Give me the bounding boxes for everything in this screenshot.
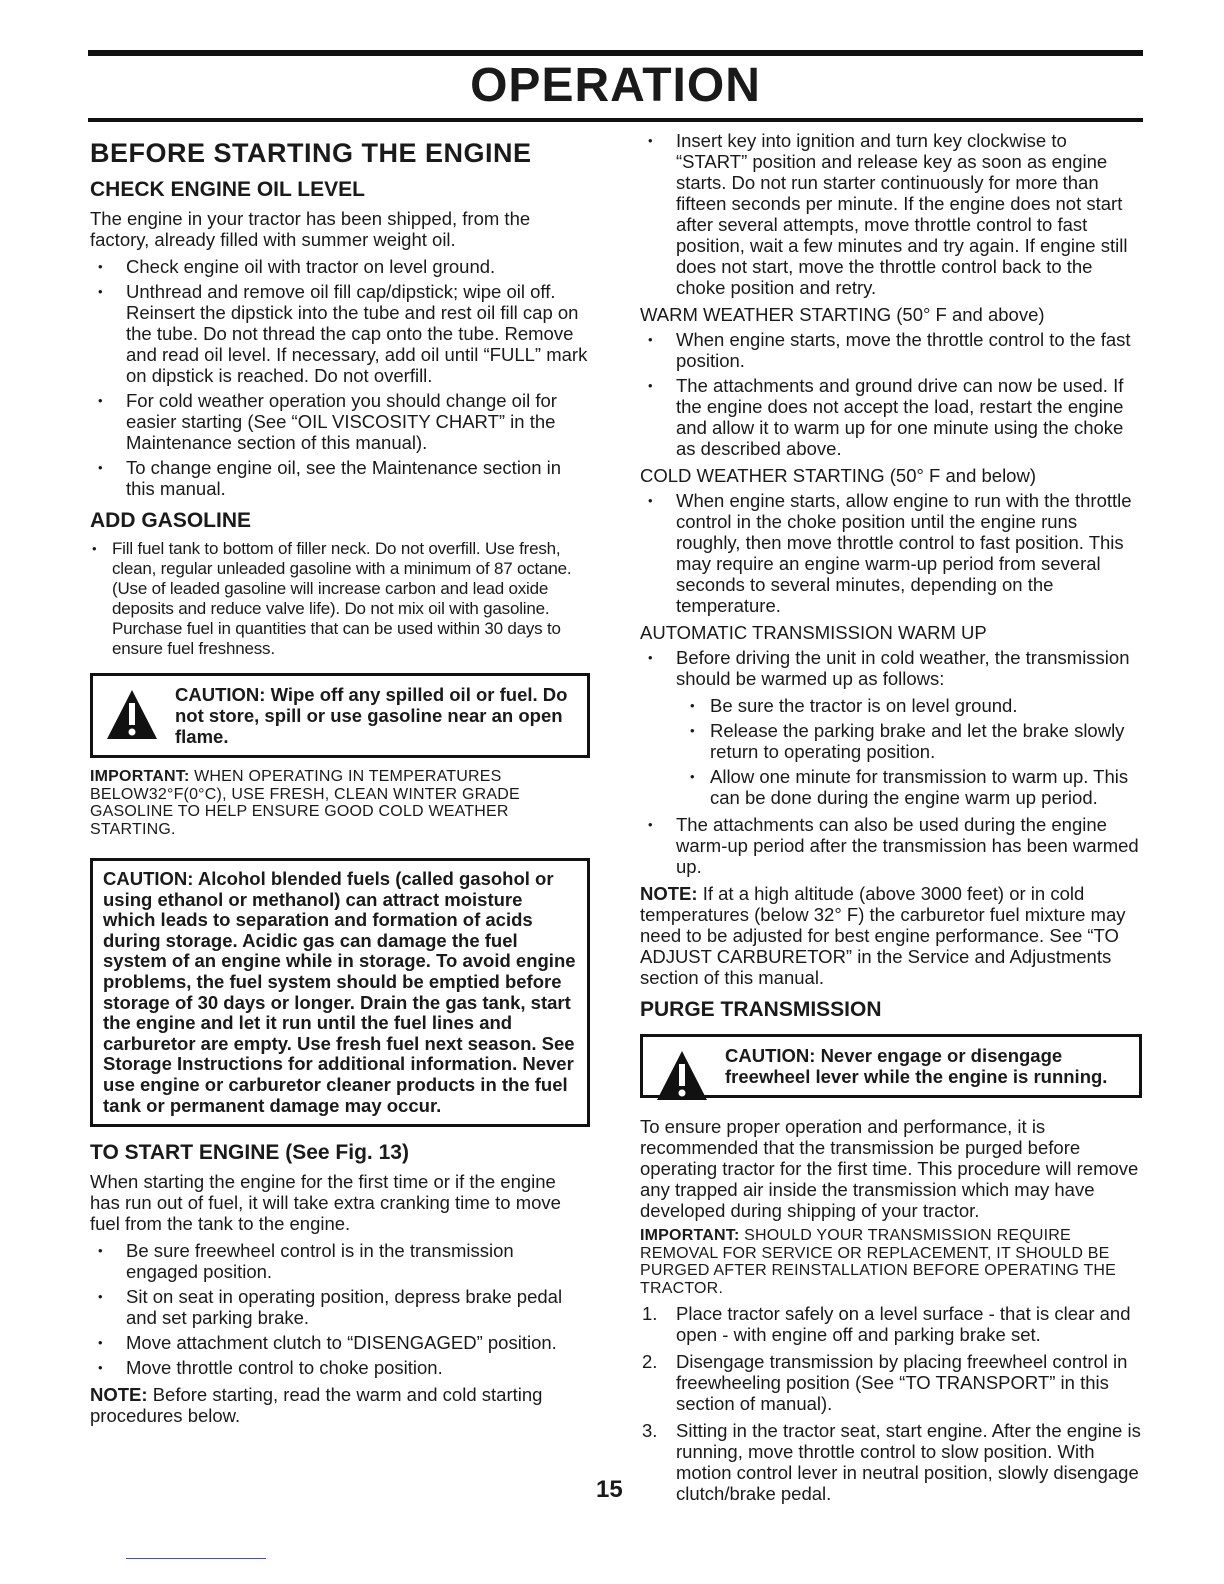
list-item: • Sit on seat in operating position, depress brake pedal and set parking brake. <box>90 1286 590 1328</box>
list-item <box>640 1420 1142 1504</box>
purge-heading: PURGE TRANSMISSION <box>640 998 882 1021</box>
cold-weather-list <box>640 490 1142 616</box>
list-item: • The attachments and ground drive can now be used. If the engine does not accept the load, restart the engine and allow it to warm up for one minute using the choke as described above. <box>640 375 1142 459</box>
cold-weather-heading: COLD WEATHER STARTING (50° F and below) <box>640 465 1036 486</box>
note-text: If at a high altitude (above 3000 feet) or in cold temperatures (below 32° F) the carburetor fuel mixture may need to be adjusted for best engine performance. See “TO ADJUST CARBURETOR” in the Service and Adjustments section of this manual. <box>640 883 1126 988</box>
note-label: NOTE: <box>640 883 698 904</box>
list-item: • Be sure the tractor is on level ground. <box>640 695 1142 716</box>
section-heading: BEFORE STARTING THE ENGINE <box>90 138 532 168</box>
important-text: SHOULD YOUR TRANSMISSION REQUIRE REMOVAL FOR SERVICE OR REPLACEMENT, IT SHOULD BE PURGED AFTER REINSTALLATION BEFORE OPERATING THE TRACTOR. <box>640 1227 1117 1297</box>
important-text: WHEN OPERATING IN TEMPERATURES BELOW32°F(0°C), USE FRESH, CLEAN WINTER GRADE GASOLINE TO HELP ENSURE GOOD COLD WEATHER STARTING. <box>90 768 520 838</box>
start-engine-list <box>90 1240 590 1378</box>
altitude-note <box>640 883 1142 988</box>
step-text: Disengage transmission by placing freewheel control in freewheeling position (See “TO TRANSPORT” in this section of manual). <box>676 1351 1128 1414</box>
check-oil-intro: The engine in your tractor has been shipped, from the factory, already filled with summer weight oil. <box>90 208 531 250</box>
step-number: 1. <box>642 1303 658 1324</box>
caution-text: CAUTION: Wipe off any spilled oil or fuel. Do not store, spill or use gasoline near an open flame. <box>175 684 568 747</box>
list-item: • Move throttle control to choke position. <box>90 1357 590 1378</box>
warning-triangle-icon <box>655 1049 709 1103</box>
note-text: Before starting, read the warm and cold starting procedures below. <box>90 1384 543 1427</box>
step-number: 3. <box>642 1420 658 1441</box>
list-item: • Be sure freewheel control is in the transmission engaged position. <box>90 1240 590 1282</box>
important-note <box>90 768 590 838</box>
list-item <box>640 1351 1142 1414</box>
important-label: IMPORTANT: <box>640 1227 740 1244</box>
add-gasoline-heading: ADD GASOLINE <box>90 509 252 532</box>
step-number: 2. <box>642 1351 658 1372</box>
check-oil-heading: CHECK ENGINE OIL LEVEL <box>90 178 365 201</box>
list-item: • To change engine oil, see the Maintenance section in this manual. <box>90 457 590 499</box>
key-list <box>640 130 1142 298</box>
purge-intro: To ensure proper operation and performance, it is recommended that the transmission be purged before operating tractor for the first time. This procedure will remove any trapped air inside the transmission which may have developed during shipping of your tractor. <box>640 1116 1139 1221</box>
step-text: Sitting in the tractor seat, start engine. After the engine is running, move throttle control to slow position. With motion control lever in neutral position, slowly disengage clutch/brake pedal. <box>676 1420 1141 1504</box>
list-item: • When engine starts, allow engine to run with the throttle control in the choke position until the engine runs roughly, then move throttle control to fast position. This may require an engine warm-up period from several seconds to several minutes, depending on the temperature. <box>640 490 1142 616</box>
auto-transmission-list <box>640 647 1142 689</box>
caution-box-freewheel <box>640 1034 1142 1098</box>
list-item: • Release the parking brake and let the brake slowly return to operating position. <box>640 720 1142 762</box>
note-label: NOTE: <box>90 1384 148 1406</box>
auto-transmission-list-2 <box>640 814 1142 877</box>
warm-weather-heading: WARM WEATHER STARTING (50° F and above) <box>640 304 1045 325</box>
important-note <box>640 1227 1142 1297</box>
add-gasoline-list <box>90 539 590 659</box>
warm-weather-list <box>640 329 1142 459</box>
caution-box-alcohol-fuels: CAUTION: Alcohol blended fuels (called gasohol or using ethanol or methanol) can attract moisture which leads to separation and formation of acids during storage. Acidic gas can damage the fuel system of an engine while in storage. To avoid engine problems, the fuel system should be emptied before storage of 30 days or longer. Drain the gas tank, start the engine and let it run until the fuel lines and carburetor are empty. Use fresh fuel next season. See Storage Instructions for additional information. Never use engine or carburetor cleaner products in the fuel tank or permanent damage may occur. <box>90 858 590 1127</box>
important-label: IMPORTANT: <box>90 768 190 785</box>
page-title: OPERATION <box>470 59 761 112</box>
bottom-link-line <box>126 1558 266 1559</box>
left-column <box>90 128 590 1432</box>
warning-triangle-icon <box>105 688 159 742</box>
list-item: • Before driving the unit in cold weather, the transmission should be warmed up as follows: <box>640 647 1142 689</box>
list-item: • Unthread and remove oil fill cap/dipstick; wipe oil off. Reinsert the dipstick into the tube and rest oil fill cap on the tube. Do not thread the cap onto the tube. Remove and read oil level. If necessary, add oil until “FULL” mark on dipstick is reached. Do not overfill. <box>90 281 590 386</box>
start-engine-intro: When starting the engine for the first time or if the engine has run out of fuel, it will take extra cranking time to move fuel from the tank to the engine. <box>90 1171 561 1235</box>
list-item: • When engine starts, move the throttle control to the fast position. <box>640 329 1142 371</box>
purge-steps <box>640 1303 1142 1504</box>
list-item <box>640 1303 1142 1345</box>
list-item: • Fill fuel tank to bottom of filler neck. Do not overfill. Use fresh, clean, regular unleaded gasoline with a minimum of 87 octane. (Use of leaded gasoline will increase carbon and lead oxide deposits and reduce valve life). Do not mix oil with gasoline. Purchase fuel in quantities that can be used within 30 days to ensure fuel freshness. <box>90 539 590 659</box>
auto-transmission-sublist <box>640 695 1142 808</box>
page-number: 15 <box>596 1476 623 1503</box>
start-engine-heading: TO START ENGINE (See Fig. 13) <box>90 1141 409 1165</box>
list-item: • Move attachment clutch to “DISENGAGED” position. <box>90 1332 590 1353</box>
right-column <box>640 128 1142 1510</box>
start-note <box>90 1384 590 1426</box>
step-text: Place tractor safely on a level surface - that is clear and open - with engine off and parking brake set. <box>676 1303 1131 1345</box>
list-item: • Check engine oil with tractor on level ground. <box>90 256 590 277</box>
caution-text: CAUTION: Never engage or disengage freewheel lever while the engine is running. <box>725 1045 1108 1087</box>
top-rule <box>88 50 1143 56</box>
list-item: • The attachments can also be used during the engine warm-up period after the transmission has been warmed up. <box>640 814 1142 877</box>
list-item: • For cold weather operation you should change oil for easier starting (See “OIL VISCOSITY CHART” in the Maintenance section of this manual). <box>90 390 590 453</box>
check-oil-list <box>90 256 590 499</box>
list-item: • Allow one minute for transmission to warm up. This can be done during the engine warm up period. <box>640 766 1142 808</box>
list-item: • Insert key into ignition and turn key clockwise to “START” position and release key as soon as engine starts. Do not run starter continuously for more than fifteen seconds per minute. If the engine does not start after several attempts, move throttle control to fast position, wait a few minutes and try again. If engine still does not start, move the throttle control back to the choke position and retry. <box>640 130 1142 298</box>
auto-transmission-heading: AUTOMATIC TRANSMISSION WARM UP <box>640 622 987 643</box>
caution-box-fuel <box>90 673 590 758</box>
title-rule <box>88 118 1143 122</box>
